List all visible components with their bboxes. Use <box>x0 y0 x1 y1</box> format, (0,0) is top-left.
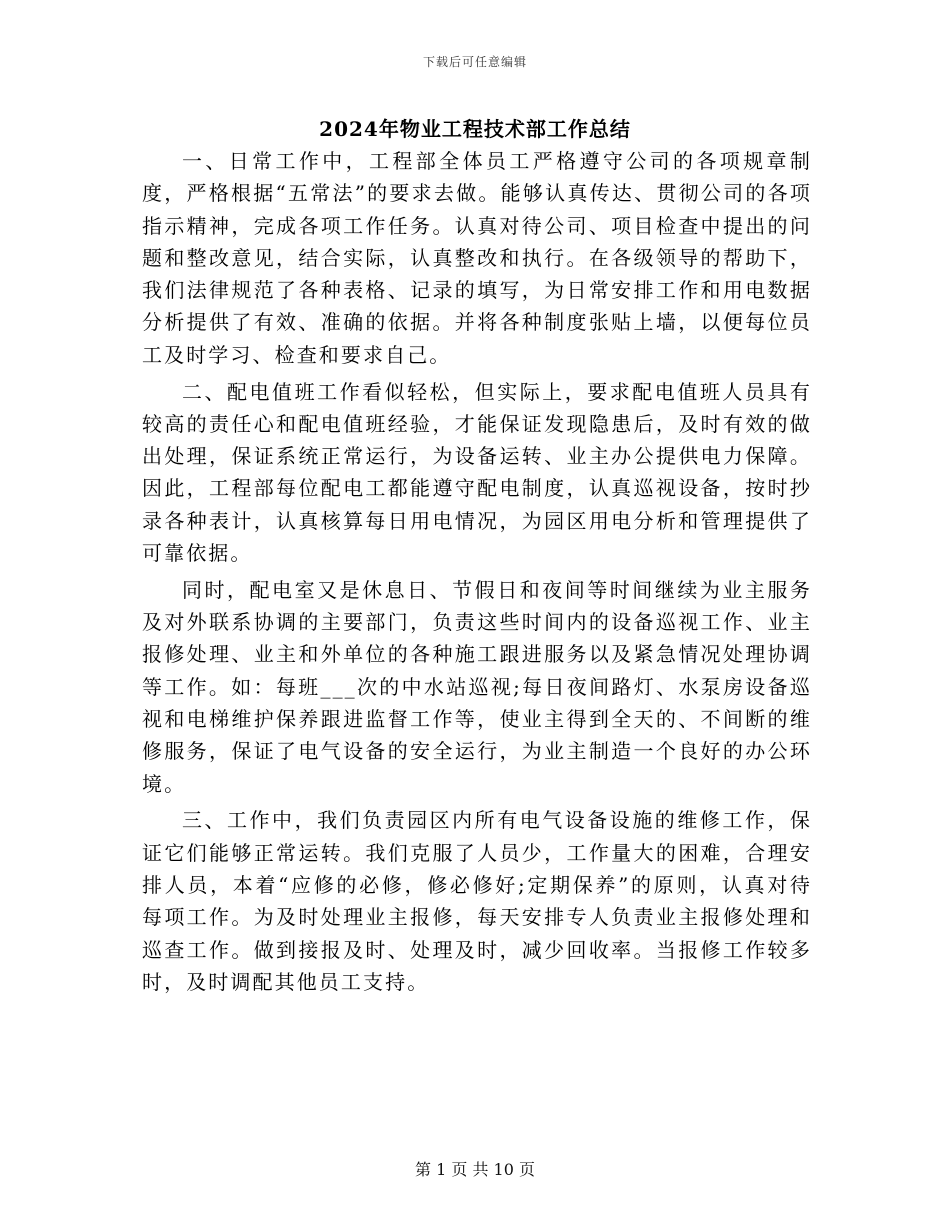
paragraph-daily-work: 一、日常工作中，工程部全体员工严格遵守公司的各项规章制度，严格根据“五常法”的要求去做。能够认真传达、贯彻公司的各项指示精神，完成各项工作任务。认真对待公司、项目检查中提出的问题和整改意见，结合实际，认真整改和执行。在各级领导的帮助下，我们法律规范了各种表格、记录的填写，为日常安排工作和用电数据分析提供了有效、准确的依据。并将各种制度张贴上墙，以便每位员工及时学习、检查和要求自己。 <box>142 149 812 367</box>
page-number-footer: 第 1 页 共 10 页 <box>415 1160 535 1179</box>
paragraph-maintenance-work: 三、工作中，我们负责园区内所有电气设备设施的维修工作，保证它们能够正常运转。我们克服了人员少，工作量大的困难，合理安排人员，本着“应修的必修，修必修好;定期保养”的原则，认真对待每项工作。为及时处理业主报修，每天安排专人负责业主报修处理和巡查工作。做到接报及时、处理及时，减少回收率。当报修工作较多时，及时调配其他员工支持。 <box>142 808 812 994</box>
paragraph-power-duty: 二、配电值班工作看似轻松，但实际上，要求配电值班人员具有较高的责任心和配电值班经验，才能保证发现隐患后，及时有效的做出处理，保证系统正常运行，为设备运转、业主办公提供电力保障。因此，工程部每位配电工都能遵守配电制度，认真巡视设备，按时抄录各种表计，认真核算每日用电情况，为园区用电分析和管理提供了可靠依据。 <box>142 379 812 566</box>
header-note: 下载后可任意编辑 <box>422 55 527 69</box>
document-title: 2024年物业工程技术部工作总结 <box>319 117 631 141</box>
paragraph-off-hours-service: 同时，配电室又是休息日、节假日和夜间等时间继续为业主服务及对外联系协调的主要部门，负责这些时间内的设备巡视工作、业主报修处理、业主和外单位的各种施工跟进服务以及紧急情况处理协调等工作。如：每班___次的中水站巡视;每日夜间路灯、水泵房设备巡视和电梯维护保养跟进监督工作等，使业主得到全天的、不间断的维修服务，保证了电气设备的安全运行，为业主制造一个良好的办公环境。 <box>142 577 812 796</box>
document-body <box>142 145 812 998</box>
